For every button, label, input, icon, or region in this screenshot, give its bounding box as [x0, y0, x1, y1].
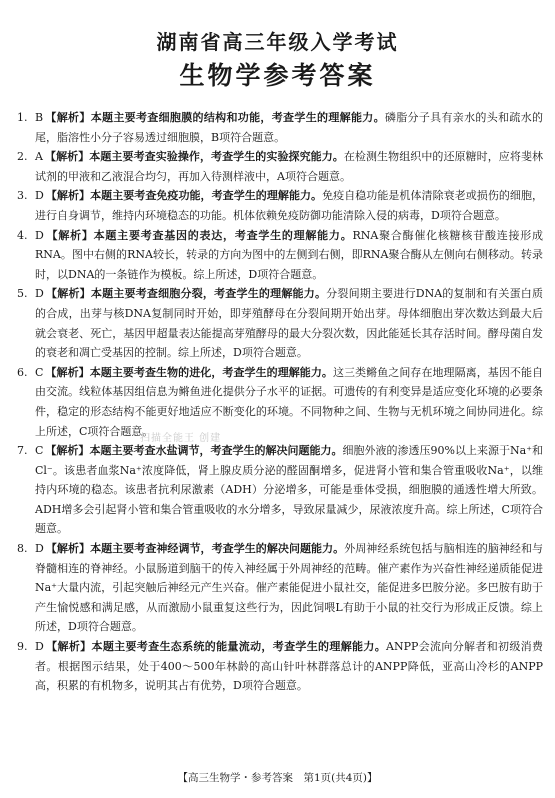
page-footer: 【高三生物学・参考答案 第1页(共4页)】: [177, 772, 378, 784]
item-answer: D: [35, 640, 44, 654]
item-tag: 【解析】: [45, 444, 90, 458]
answer-item-5: [17, 284, 543, 362]
item-tag: 【解析】: [45, 287, 91, 301]
answer-item-3: [17, 186, 543, 225]
answer-item-9: [17, 637, 543, 696]
item-text: 细胞外液的渗透压90%以上来源于Na⁺和Cl⁻。该患者血浆Na⁺浓度降低，肾上腺皮质分泌的醛固酮增多，促进肾小管和集合管重吸收Na⁺，以维持内环境的稳态。该患者抗利尿激素（ADH）分泌增多，可能是垂体受损，细胞膜的通透性增大所致。ADH增多会引起肾小管和集合管重吸收的水分增多，导致尿量减少，尿液浓度升高。综上所述，C项符合题意。: [35, 444, 544, 536]
item-text: 免疫自稳功能是机体清除衰老或损伤的细胞，进行自身调节，维持内环境稳态的功能。机体依赖免疫防御功能清除入侵的病毒，D项符合题意。: [35, 189, 544, 222]
item-text: 在检测生物组织中的还原糖时，应将斐林试剂的甲液和乙液混合均匀，再加入待测样液中，A项符合题意。: [35, 150, 544, 183]
item-answer: D: [35, 189, 44, 203]
item-tag: 【解析】: [45, 365, 90, 379]
answer-item-4: [17, 226, 543, 285]
item-answer: C: [35, 365, 44, 379]
answer-item-1: [17, 108, 543, 147]
item-number: 9.: [17, 640, 28, 654]
answer-list: [17, 108, 543, 696]
item-lead: 本题主要考查基因的表达，考查学生的理解能力。: [93, 228, 353, 242]
item-number: 8.: [17, 542, 28, 556]
item-lead: 本题主要考查细胞膜的结构和功能，考查学生的理解能力。: [90, 111, 385, 124]
item-lead: 本题主要考查细胞分裂，考查学生的理解能力。: [90, 287, 327, 301]
item-answer: D: [35, 287, 44, 301]
scanner-watermark: 扫描全能王 创建: [140, 433, 222, 444]
item-text: 外周神经系统包括与脑相连的脑神经和与脊髓相连的脊神经。小鼠肠道到脑干的传入神经属于外周神经的范畴。催产素作为兴奋性神经递质能促进Na⁺大量内流，引起突触后神经元产生兴奋。催产素能促进小鼠社交，能促进多巴胺分泌。多巴胺有助于产生愉悦感和满足感，从而激励小鼠重复这些行为，因此饲喂L有助于小鼠的社交行为形成正反馈。综上所述，D项符合题意。: [35, 542, 544, 634]
item-tag: 【解析】: [45, 111, 91, 124]
item-tag: 【解析】: [45, 542, 91, 556]
item-lead: 本题主要考查水盐调节，考查学生的解决问题能力。: [89, 444, 343, 458]
answer-item-8: [17, 539, 543, 637]
item-tag: 【解析】: [45, 189, 91, 203]
item-answer: D: [35, 542, 44, 556]
item-answer: A: [35, 150, 43, 164]
item-number: 2.: [17, 150, 28, 164]
item-number: 5.: [17, 287, 28, 301]
item-answer: C: [35, 444, 44, 458]
answer-item-6: [17, 363, 543, 441]
item-number: 7.: [17, 444, 28, 458]
item-lead: 本题主要考查实验操作，考查学生的实验探究能力。: [89, 150, 344, 164]
answer-item-2: [17, 147, 543, 186]
item-lead: 本题主要考查免疫功能，考查学生的理解能力。: [90, 189, 323, 203]
item-lead: 本题主要考查生态系统的能量流动，考查学生的理解能力。: [91, 640, 387, 654]
item-tag: 【解析】: [45, 228, 94, 242]
item-text: RNA聚合酶催化核糖核苷酸连接形成RNA。图中右侧的RNA较长，转录的方向为图中的左侧到右侧，即RNA聚合酶从左侧向右侧移动。转录时，以DNA的一条链作为模板。综上所述，D项符合题意。: [35, 228, 544, 281]
answer-key-title: 生物学参考答案: [179, 61, 376, 90]
exam-title: 湖南省高三年级入学考试: [156, 30, 399, 54]
item-number: 4.: [17, 228, 28, 242]
item-answer: B: [35, 111, 44, 124]
item-lead: 本题主要考查生物的进化，考查学生的理解能力。: [89, 365, 333, 379]
page-header: [0, 0, 555, 92]
item-text: ANPP会流向分解者和初级消费者。根据图示结果，处于400～500年林龄的高山针叶林群落总计的ANPP降低，亚高山冷杉的ANPP高，积累的有机物多，说明其占有优势，D项符合题意。: [35, 640, 544, 693]
item-answer: D: [35, 228, 44, 242]
item-number: 1.: [17, 111, 28, 124]
item-text: 分裂间期主要进行DNA的复制和有关蛋白质的合成，出芽与核DNA复制同时开始，即芽殖酵母在分裂间期开始出芽。母体细胞出芽次数达到最大后就会衰老、死亡，基因甲超量表达能提高芽殖酵母的最大分裂次数，因此能延长其存活时间。酵母菌自发的衰老和凋亡受基因的控制。综上所述，D项符合题意。: [35, 287, 544, 360]
item-tag: 【解析】: [45, 640, 92, 654]
item-tag: 【解析】: [44, 150, 90, 164]
item-text: 这三类鳉鱼之间存在地理隔离，基因不能自由交流。线粒体基因组信息为鳉鱼进化提供分子水平的证据。可遗传的有利变异是适应变化环境的必要条件，稳定的形态结构不能更好地适应不断变化的环境。不同物种之间、生物与无机环境之间协同进化。综上所述，C项符合题意。: [35, 365, 544, 438]
item-number: 6.: [17, 365, 28, 379]
item-number: 3.: [17, 189, 28, 203]
item-text: 磷脂分子具有亲水的头和疏水的尾，脂溶性小分子容易透过细胞膜，B项符合题意。: [35, 111, 544, 144]
item-lead: 本题主要考查神经调节，考查学生的解决问题能力。: [90, 542, 345, 556]
answer-item-7: [17, 441, 543, 539]
